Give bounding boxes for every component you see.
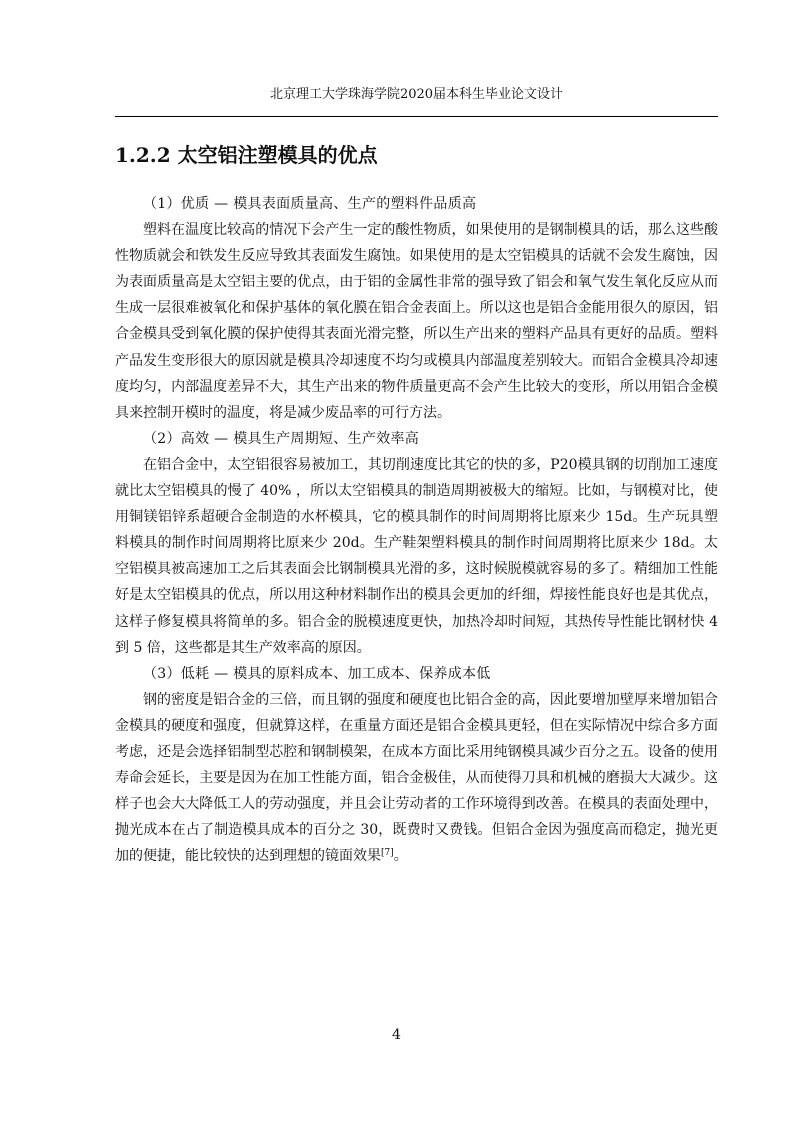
- section-title: 1.2.2 太空铝注塑模具的优点: [115, 143, 378, 167]
- paragraph-quality: 塑料在温度比较高的情况下会产生一定的酸性物质，如果使用的是钢制模具的话，那么这些酸性物质就会和铁发生反应导致其表面发生腐蚀。如果使用的是太空铝模具的话就不会发生腐蚀，因为表面质量高是太空铝主要的优点，由于铝的金属性非常的强导致了铝会和氧气发生氧化反应从而生成一层很难被氧化和保护基体的氧化膜在铝合金表面上。所以这也是铝合金能用很久的原因，铝合金模具受到氧化膜的保护使得其表面光滑完整，所以生产出来的塑料产品具有更好的品质。塑料产品发生变形很大的原因就是模具冷却速度不均匀或模具内部温度差别较大。而铝合金模具冷却速度均匀，内部温度差异不大，其生产出来的物件质量更高不会产生比较大的变形，所以用铝合金模具来控制开模时的温度，将是减少废品率的可行方法。: [115, 222, 718, 421]
- running-header: 北京理工大学珠海学院2020届本科生毕业论文设计: [269, 87, 564, 102]
- subheading-efficiency: （2）高效 — 模具生产周期短、生产效率高: [143, 430, 420, 447]
- citation-reference: [7]: [381, 848, 394, 859]
- paragraph-low-cost: [115, 687, 718, 870]
- body-text: [115, 191, 718, 869]
- header-rule: [115, 116, 718, 117]
- subheading-low-cost: （3）低耗 — 模具的原料成本、加工成本、保养成本低: [143, 665, 491, 682]
- paragraph-low-cost-text: 钢的密度是铝合金的三倍，而且钢的强度和硬度也比铝合金的高，因此要增加壁厚来增加铝合金模具的硬度和强度，但就算这样，在重量方面还是铝合金模具更轻，但在实际情况中综合多方面考虑，还是会选择铝制型芯腔和钢制模架，在成本方面比采用纯钢模具减少百分之五。设备的使用寿命会延长，主要是因为在加工性能方面，铝合金极佳，从而使得刀具和机械的磨损大大减少。这样子也会大大降低工人的劳动强度，并且会让劳动者的工作环境得到改善。在模具的表面处理中，抛光成本在占了制造模具成本的百分之 30，既费时又费钱。但铝合金因为强度高而稳定，抛光更加的便捷，能比较快的达到理想的镜面效果: [115, 691, 718, 865]
- subheading-quality: （1）优质 — 模具表面质量高、生产的塑料件品质高: [143, 196, 477, 212]
- page-number: 4: [392, 1027, 401, 1043]
- paragraph-low-cost-tail: 。: [393, 848, 408, 865]
- paragraph-efficiency: 在铝合金中，太空铝很容易被加工，其切削速度比其它的快的多，P20模具钢的切削加工速度就比太空铝模具的慢了 40% ，所以太空铝模具的制造周期被极大的缩短。比如，与钢模对比，使用铜镁铝锌系超硬合金制造的水杯模具，它的模具制作的时间周期将比原来少 15d。生产玩具塑料模具的制作时间周期将比原来少 20d。生产鞋架塑料模具的制作时间周期将比原来少 18d。太空铝模具被高速加工之后其表面会比钢制模具光滑的多，这时候脱模就容易的多了。精细加工性能好是太空铝模具的优点，所以用这种材料制作出的模具会更加的纤细，焊接性能良好也是其优点，这样子修复模具将简单的多。铝合金的脱模速度更快，加热冷却时间短，其热传导性能比钢材快 4 到 5 倍，这些都是其生产效率高的原因。: [115, 456, 718, 656]
